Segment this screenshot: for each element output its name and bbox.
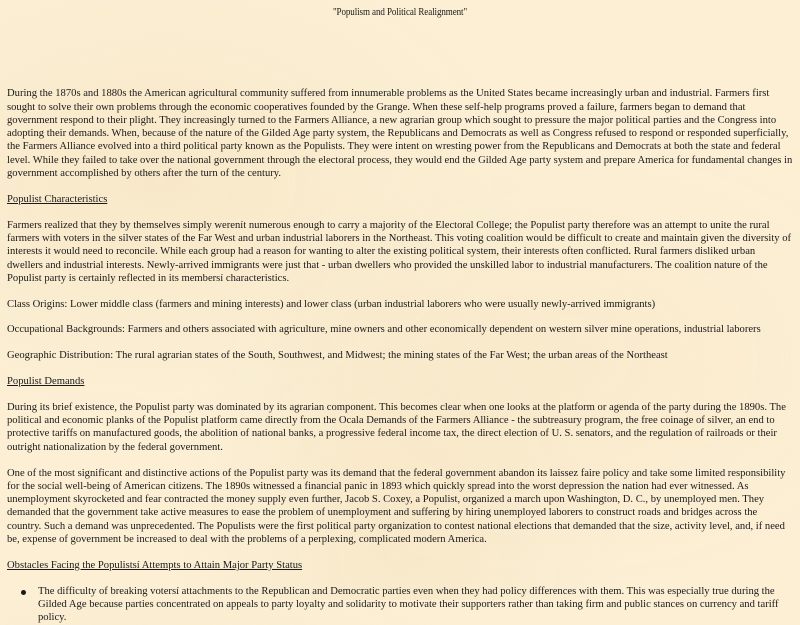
paragraph-federal-responsibility: One of the most significant and distinctive actions of the Populist party was its demand that the federal government abandon its laissez faire policy and take some limited responsibility for the social well-being of American citizens. The 1890s witnessed a financial panic in 1893 which quickly spread into the worst depression the nation had ever witnessed. As unemployment skyrocketed and fear contracted the money supply even further, Jacob S. Coxey, a Populist, organized a march upon Washington, D. C., by unemployed men. They demanded that the government take active measures to ease the problem of unemployment and suffering by hiring unemployed laborers to construct roads and bridges across the country. Such a demand was unprecedented. The Populists were the first political party organization to contest national elections that demanded that the size, activity level, and, if need be, expense of government be increased to deal with the problems of a perplexing, complicated modern America. (7, 467, 786, 546)
bullet-icon (21, 590, 26, 595)
title-spacer (7, 19, 793, 87)
paragraph-class-origins: Class Origins: Lower middle class (farmers and mining interests) and lower class (urban industrial laborers who were usually newly-arrived immigrants) (7, 298, 656, 310)
paragraph-agrarian-platform: During its brief existence, the Populist party was dominated by its agrarian component. This becomes clear when one looks at the platform or agenda of the party during the 1890s. The political and economic planks of the Populist platform came directly from the Ocala Demands of the Farmers Alliance - the subtreasury program, the free coinage of silver, an end to protective tariffs on manufactured goods, the abolition of national banks, a progressive federal income tax, the direct election of U. S. senators, and the regulation of railroads or their outright nationalization by the federal government. (7, 401, 786, 453)
intro-paragraph: During the 1870s and 1880s the American agricultural community suffered from innumerable problems as the United States became increasingly urban and industrial. Farmers first sought to solve their own problems through the economic cooperatives founded by the Grange. When these self-help programs proved a failure, farmers began to demand that government respond to their plight. They increasingly turned to the Farmers Alliance, a new agrarian group which sought to pressure the major political parties and the Congress into adopting their demands. When, because of the nature of the Gilded Age party system, the Republicans and Democrats as well as Congress refused to respond or responded superficially, the Farmers Alliance evolved into a third political party known as the Populists. They were intent on wresting power from the Republicans and Democrats at both the state and federal level. While they failed to take over the national government through the electoral process, they would end the Gilded Age party system and prepare America for fundamental changes in government accomplished by others after the turn of the century. (7, 88, 793, 180)
list-item (38, 585, 793, 625)
paragraph-geographic-distribution: Geographic Distribution: The rural agrarian states of the South, Southwest, and Midwest; the mining states of the Far West; the urban areas of the Northeast (7, 350, 668, 362)
list-item-text: The difficulty of breaking votersí attachments to the Republican and Democratic parties even when they had policy differences with them. This was especially true during the Gilded Age because parties concentrated on appeals to party loyalty and solidarity to motivate their supporters rather than taking firm and public stances on currency and tariff policy. (38, 585, 779, 624)
paragraph-coalition: Farmers realized that they by themselves simply werenít numerous enough to carry a majority of the Electoral College; the Populist party therefore was an attempt to unite the rural farmers with voters in the silver states of the Far West and urban industrial laborers in the Northeast. This voting coalition would be difficult to create and maintain given the diversity of interests it would need to reconcile. While each group had a reason for wanting to alter the existing political system, their interests often conflicted. Rural farmers disliked urban dwellers and industrial interests. Newly-arrived immigrants were just that - urban dwellers who provided the unskilled labor to industrial manufacturers. The coalition nature of the Populist party is certainly reflected in its membersí characteristics. (7, 219, 792, 284)
section-populist-demands (7, 375, 793, 546)
section-populist-characteristics (7, 193, 793, 363)
paragraph-occupational-backgrounds: Occupational Backgrounds: Farmers and others associated with agriculture, mine owners and other economically dependent on western silver mine operations, industrial laborers (7, 324, 761, 336)
obstacles-list (7, 585, 793, 625)
page-title: "Populism and Political Realignment" (332, 7, 468, 18)
section-heading: Populist Demands (7, 376, 85, 388)
section-heading: Populist Characteristics (7, 193, 108, 205)
section-heading: Obstacles Facing the Populistsí Attempts to Attain Major Party Status (7, 559, 303, 571)
section-obstacles (7, 559, 793, 625)
